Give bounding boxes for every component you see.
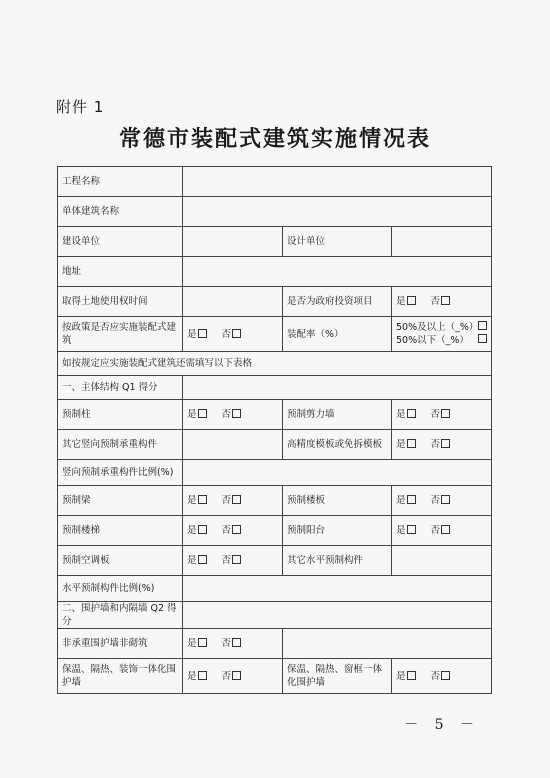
project-name-field[interactable]: [183, 167, 492, 197]
table-row: [58, 546, 492, 576]
field-label: 其它水平预制构件: [283, 546, 392, 576]
table-row: [58, 197, 492, 227]
field-label: 高精度模板或免拆模板: [283, 430, 392, 460]
no-option[interactable]: 否: [222, 494, 242, 507]
checkbox-icon[interactable]: [478, 321, 487, 330]
checkbox-icon[interactable]: [232, 409, 241, 418]
field-label: 按政策是否应实施装配式建筑: [58, 317, 183, 352]
table-row: [58, 376, 492, 400]
checkbox-icon[interactable]: [407, 495, 416, 504]
horizontal-ratio-field[interactable]: [183, 576, 492, 602]
integrated-wall-b-choice[interactable]: [392, 659, 492, 694]
table-row: [58, 659, 492, 694]
yes-option[interactable]: 是: [187, 524, 207, 537]
implementation-form-table: [57, 166, 492, 694]
yes-option[interactable]: 是: [396, 295, 416, 308]
empty-cell: [283, 629, 492, 659]
yes-option[interactable]: 是: [187, 637, 207, 650]
field-label: 预制空调板: [58, 546, 183, 576]
table-row: [58, 516, 492, 546]
table-row: [58, 430, 492, 460]
checkbox-icon[interactable]: [232, 555, 241, 564]
no-option[interactable]: 否: [431, 438, 451, 451]
field-label: 非承重围护墙非砌筑: [58, 629, 183, 659]
table-row: [58, 352, 492, 376]
prefab-stair-choice[interactable]: [183, 516, 283, 546]
yes-option[interactable]: 是: [396, 494, 416, 507]
no-option[interactable]: 否: [431, 408, 451, 421]
checkbox-icon[interactable]: [198, 495, 207, 504]
table-row: [58, 460, 492, 486]
checkbox-icon[interactable]: [441, 409, 450, 418]
field-label: 竖向预制承重构件比例(%): [58, 460, 183, 486]
design-unit-field[interactable]: [392, 227, 492, 257]
yes-option[interactable]: 是: [187, 408, 207, 421]
hp-formwork-choice[interactable]: [392, 430, 492, 460]
checkbox-icon[interactable]: [407, 671, 416, 680]
land-use-time-field[interactable]: [183, 287, 283, 317]
checkbox-icon[interactable]: [441, 525, 450, 534]
no-option[interactable]: 否: [431, 295, 451, 308]
field-label: 预制柱: [58, 400, 183, 430]
gov-investment-choice[interactable]: [392, 287, 492, 317]
no-option[interactable]: 否: [222, 328, 242, 341]
field-label: 其它竖向预制承重构件: [58, 430, 183, 460]
prefab-ac-board-choice[interactable]: [183, 546, 283, 576]
no-option[interactable]: 否: [222, 637, 242, 650]
policy-required-choice[interactable]: [183, 317, 283, 352]
table-row: [58, 629, 492, 659]
field-label: 地址: [58, 257, 183, 287]
prefab-column-choice[interactable]: [183, 400, 283, 430]
field-label: 预制阳台: [283, 516, 392, 546]
table-row: [58, 400, 492, 430]
yes-option[interactable]: 是: [187, 670, 207, 683]
no-option[interactable]: 否: [431, 670, 451, 683]
checkbox-icon[interactable]: [198, 671, 207, 680]
field-label: 取得土地使用权时间: [58, 287, 183, 317]
prefab-slab-choice[interactable]: [392, 486, 492, 516]
construction-unit-field[interactable]: [183, 227, 283, 257]
page-title: 常德市装配式建筑实施情况表: [118, 126, 431, 152]
table-row: [58, 602, 492, 629]
checkbox-icon[interactable]: [198, 638, 207, 647]
section-note: 如按规定应实施装配式建筑还需填写以下表格: [58, 352, 492, 376]
rate-below-option[interactable]: 50%以下（_%）: [396, 334, 487, 347]
yes-option[interactable]: 是: [396, 670, 416, 683]
field-label: 预制剪力墙: [283, 400, 392, 430]
no-option[interactable]: 否: [222, 554, 242, 567]
prefab-shear-wall-choice[interactable]: [392, 400, 492, 430]
other-horizontal-field[interactable]: [392, 546, 492, 576]
section-heading: 一、主体结构 Q1 得分: [58, 376, 183, 400]
checkbox-icon[interactable]: [407, 525, 416, 534]
checkbox-icon[interactable]: [441, 296, 450, 305]
field-label: 保温、隔热、装饰一体化围护墙: [58, 659, 183, 694]
yes-option[interactable]: 是: [187, 494, 207, 507]
checkbox-icon[interactable]: [232, 525, 241, 534]
no-option[interactable]: 否: [431, 524, 451, 537]
annex-label: 附件 1: [56, 98, 105, 116]
table-row: [58, 167, 492, 197]
yes-option[interactable]: 是: [187, 554, 207, 567]
checkbox-icon[interactable]: [232, 495, 241, 504]
field-label: 保温、隔热、窗框一体化围护墙: [283, 659, 392, 694]
integrated-wall-a-choice[interactable]: [183, 659, 283, 694]
checkbox-icon[interactable]: [198, 329, 207, 338]
sec2-score-field[interactable]: [183, 602, 492, 629]
rate-above-option[interactable]: 50%及以上（_%）: [396, 321, 487, 334]
other-vertical-field[interactable]: [183, 430, 283, 460]
checkbox-icon[interactable]: [232, 329, 241, 338]
checkbox-icon[interactable]: [441, 495, 450, 504]
no-option[interactable]: 否: [222, 524, 242, 537]
table-row: [58, 576, 492, 602]
table-row: [58, 227, 492, 257]
checkbox-icon[interactable]: [407, 409, 416, 418]
sec1-score-field[interactable]: [183, 376, 492, 400]
field-label: 单体建筑名称: [58, 197, 183, 227]
checkbox-icon[interactable]: [407, 296, 416, 305]
vertical-ratio-field[interactable]: [183, 460, 492, 486]
yes-option[interactable]: 是: [187, 328, 207, 341]
field-label: 预制梁: [58, 486, 183, 516]
checkbox-icon[interactable]: [198, 555, 207, 564]
checkbox-icon[interactable]: [198, 525, 207, 534]
field-label: 水平预制构件比例(%): [58, 576, 183, 602]
prefab-beam-choice[interactable]: [183, 486, 283, 516]
field-label: 预制楼梯: [58, 516, 183, 546]
field-label: 建设单位: [58, 227, 183, 257]
field-label: 装配率（%）: [283, 317, 392, 352]
checkbox-icon[interactable]: [441, 671, 450, 680]
section-heading: 二、围护墙和内隔墙 Q2 得分: [58, 602, 183, 629]
page-number: － 5 －: [404, 717, 480, 733]
prefab-balcony-choice[interactable]: [392, 516, 492, 546]
assembly-rate-choice[interactable]: [392, 317, 492, 352]
field-label: 设计单位: [283, 227, 392, 257]
field-label: 是否为政府投资项目: [283, 287, 392, 317]
table-row: [58, 486, 492, 516]
table-row: [58, 257, 492, 287]
checkbox-icon[interactable]: [441, 439, 450, 448]
table-row: [58, 287, 492, 317]
checkbox-icon[interactable]: [407, 439, 416, 448]
table-row: [58, 317, 492, 352]
checkbox-icon[interactable]: [198, 409, 207, 418]
yes-option[interactable]: 是: [396, 408, 416, 421]
no-option[interactable]: 否: [431, 494, 451, 507]
checkbox-icon[interactable]: [478, 334, 487, 343]
yes-option[interactable]: 是: [396, 438, 416, 451]
checkbox-icon[interactable]: [232, 671, 241, 680]
no-option[interactable]: 否: [222, 670, 242, 683]
yes-option[interactable]: 是: [396, 524, 416, 537]
no-option[interactable]: 否: [222, 408, 242, 421]
field-label: 预制楼板: [283, 486, 392, 516]
checkbox-icon[interactable]: [232, 638, 241, 647]
single-building-field[interactable]: [183, 197, 492, 227]
non-masonry-choice[interactable]: [183, 629, 283, 659]
address-field[interactable]: [183, 257, 492, 287]
field-label: 工程名称: [58, 167, 183, 197]
